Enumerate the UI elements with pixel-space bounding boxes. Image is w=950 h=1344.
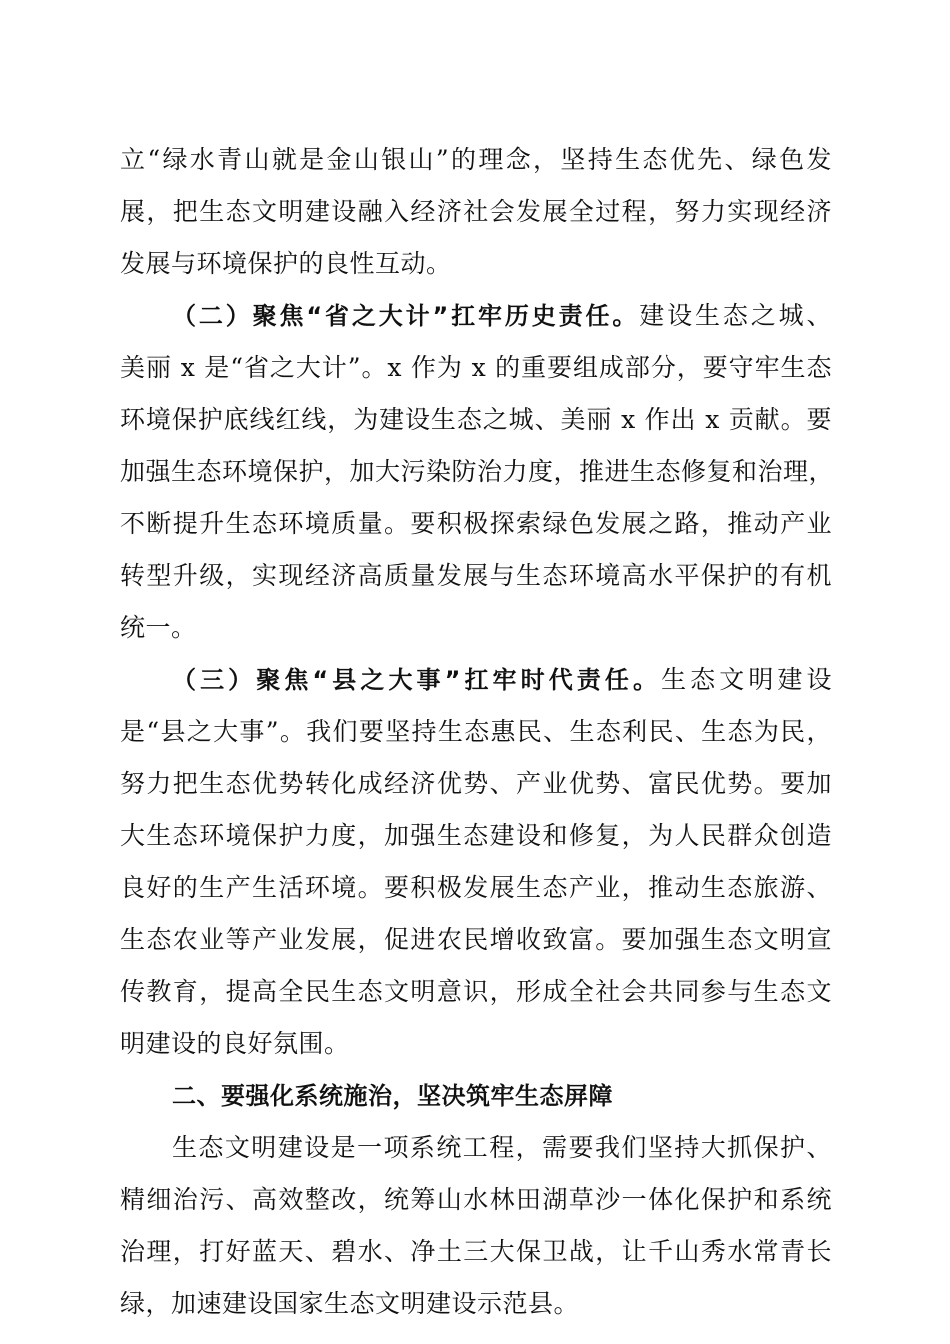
paragraph-first-line <box>172 301 832 331</box>
paragraph-first-line <box>172 665 832 695</box>
paragraph-line: 治理，打好蓝天、碧水、净土三大保卫战，让千山秀水常青长 <box>120 1237 832 1266</box>
paragraph-line: 美丽 x 是“省之大计”。x 作为 x 的重要组成部分，要守牢生态 <box>120 353 832 382</box>
paragraph-line: 展，把生态文明建设融入经济社会发展全过程，努力实现经济 <box>120 197 832 226</box>
paragraph-line: 明建设的良好氛围。 <box>120 1029 350 1058</box>
paragraph-first-line: 生态文明建设是一项系统工程，需要我们坚持大抓保护、 <box>172 1133 832 1162</box>
paragraph-line: 大生态环境保护力度，加强生态建设和修复，为人民群众创造 <box>120 821 832 850</box>
paragraph-lead-heading: （二）聚焦“省之大计”扛牢历史责任。 <box>172 302 640 330</box>
paragraph-line: 绿，加速建设国家生态文明建设示范县。 <box>120 1289 580 1318</box>
paragraph-line: 精细治污、高效整改，统筹山水林田湖草沙一体化保护和系统 <box>120 1185 832 1214</box>
paragraph-line: 转型升级，实现经济高质量发展与生态环境高水平保护的有机 <box>120 561 832 590</box>
paragraph-line: 发展与环境保护的良性互动。 <box>120 249 452 278</box>
paragraph-line: 统一。 <box>120 613 197 642</box>
paragraph-first-rest: 生态文明建设 <box>661 665 832 694</box>
section-heading: 二、要强化系统施治，坚决筑牢生态屏障 <box>172 1082 613 1110</box>
paragraph-line: 良好的生产生活环境。要积极发展生态产业，推动生态旅游、 <box>120 873 832 902</box>
paragraph-line: 传教育，提高全民生态文明意识，形成全社会共同参与生态文 <box>120 977 832 1006</box>
paragraph-line: 不断提升生态环境质量。要积极探索绿色发展之路，推动产业 <box>120 509 832 538</box>
paragraph-lead-heading: （三）聚焦“县之大事”扛牢时代责任。 <box>172 666 662 694</box>
paragraph-line: 是“县之大事”。我们要坚持生态惠民、生态利民、生态为民， <box>120 717 832 746</box>
paragraph-line: 立“绿水青山就是金山银山”的理念，坚持生态优先、绿色发 <box>120 145 832 174</box>
paragraph-line: 加强生态环境保护，加大污染防治力度，推进生态修复和治理， <box>120 457 835 486</box>
paragraph-line: 生态农业等产业发展，促进农民增收致富。要加强生态文明宣 <box>120 925 832 954</box>
paragraph-line: 努力把生态优势转化成经济优势、产业优势、富民优势。要加 <box>120 769 832 798</box>
paragraph-first-rest: 建设生态之城、 <box>639 301 832 330</box>
paragraph-line: 环境保护底线红线，为建设生态之城、美丽 x 作出 x 贡献。要 <box>120 405 832 434</box>
